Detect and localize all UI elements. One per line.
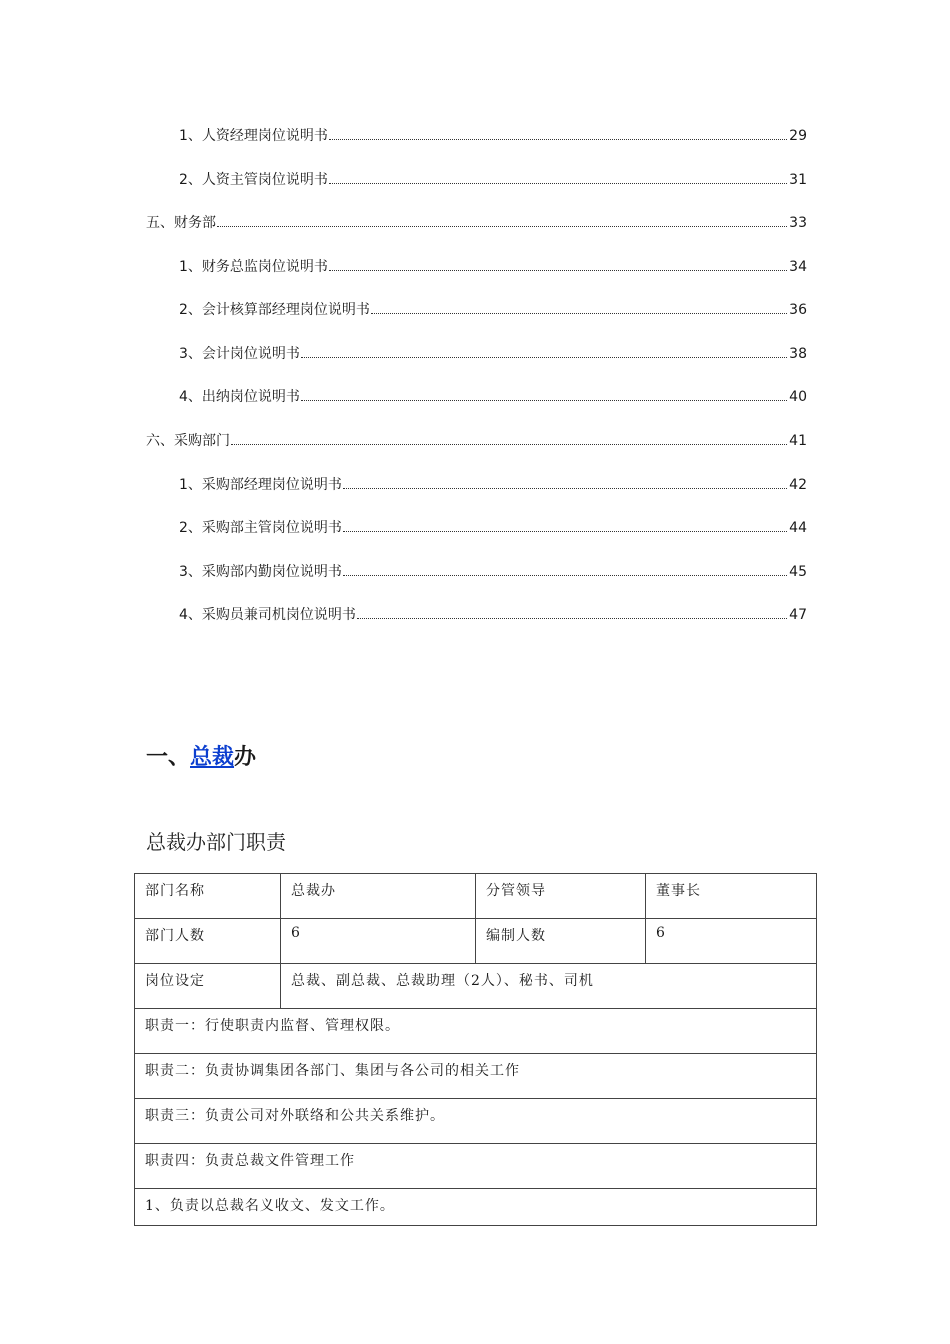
table-row <box>135 1009 817 1054</box>
duty-cell: 1、负责以总裁名义收文、发文工作。 <box>135 1189 817 1226</box>
toc-entry[interactable] <box>179 475 807 495</box>
toc-leader <box>217 225 787 227</box>
toc-page-number: 41 <box>789 433 807 449</box>
table-row <box>135 964 817 1009</box>
toc-leader <box>301 356 787 358</box>
toc-entry[interactable] <box>146 431 807 451</box>
toc-leader <box>343 487 787 489</box>
toc-leader <box>329 182 787 184</box>
toc-entry[interactable] <box>146 213 807 233</box>
section-title-suffix: 办 <box>234 745 257 770</box>
toc-entry-title: 五、财务部 <box>146 215 216 231</box>
positions-value: 总裁、副总裁、总裁助理（2人）、秘书、司机 <box>281 964 817 1009</box>
quota-value: 6 <box>646 919 817 964</box>
duty-cell: 职责二：负责协调集团各部门、集团与各公司的相关工作 <box>135 1054 817 1099</box>
toc-page-number: 36 <box>789 302 807 318</box>
toc-leader <box>343 574 787 576</box>
toc-entry[interactable] <box>179 387 807 407</box>
supervisor-value: 董事长 <box>646 874 817 919</box>
toc-entry-title: 3、会计岗位说明书 <box>179 346 300 362</box>
headcount-label: 部门人数 <box>135 919 281 964</box>
toc-page-number: 45 <box>789 564 807 580</box>
toc-entry-title: 2、会计核算部经理岗位说明书 <box>179 302 370 318</box>
toc-entry[interactable] <box>179 605 807 625</box>
toc-entry-title: 六、采购部门 <box>146 433 230 449</box>
table-row <box>135 1099 817 1144</box>
quota-label: 编制人数 <box>476 919 646 964</box>
toc-page-number: 34 <box>789 259 807 275</box>
toc-entry-title: 3、采购部内勤岗位说明书 <box>179 564 342 580</box>
toc-page-number: 31 <box>789 172 807 188</box>
table-row <box>135 874 817 919</box>
toc-leader <box>329 138 787 140</box>
toc-entry[interactable] <box>179 562 807 582</box>
toc-leader <box>371 312 787 314</box>
toc-entry-title: 4、采购员兼司机岗位说明书 <box>179 607 356 623</box>
section-title-link[interactable]: 总裁 <box>190 745 235 770</box>
positions-label: 岗位设定 <box>135 964 281 1009</box>
toc-entry[interactable] <box>179 126 807 146</box>
toc-leader <box>329 269 787 271</box>
toc-leader <box>343 530 787 532</box>
toc-page-number: 42 <box>789 477 807 493</box>
toc-page-number: 33 <box>789 215 807 231</box>
toc-entry-title: 2、人资主管岗位说明书 <box>179 172 328 188</box>
duty-cell: 职责三：负责公司对外联络和公共关系维护。 <box>135 1099 817 1144</box>
section-heading <box>146 740 256 776</box>
department-duties-table <box>134 873 817 1226</box>
toc-entry[interactable] <box>179 344 807 364</box>
duty-cell: 职责一：行使职责内监督、管理权限。 <box>135 1009 817 1054</box>
toc-entry-title: 1、采购部经理岗位说明书 <box>179 477 342 493</box>
department-duties-heading: 总裁办部门职责 <box>146 830 286 854</box>
toc-entry-title: 1、财务总监岗位说明书 <box>179 259 328 275</box>
headcount-value: 6 <box>281 919 476 964</box>
supervisor-label: 分管领导 <box>476 874 646 919</box>
dept-name-label: 部门名称 <box>135 874 281 919</box>
toc-leader <box>301 399 787 401</box>
table-row <box>135 1144 817 1189</box>
toc-page-number: 47 <box>789 607 807 623</box>
toc-leader <box>357 617 787 619</box>
table-row <box>135 919 817 964</box>
toc-page-number: 29 <box>789 128 807 144</box>
toc-entry-title: 1、人资经理岗位说明书 <box>179 128 328 144</box>
table-row <box>135 1054 817 1099</box>
toc-entry-title: 4、出纳岗位说明书 <box>179 389 300 405</box>
dept-name-value: 总裁办 <box>281 874 476 919</box>
toc-leader <box>231 443 787 445</box>
toc-page-number: 40 <box>789 389 807 405</box>
toc-page-number: 38 <box>789 346 807 362</box>
toc-entry[interactable] <box>179 257 807 277</box>
section-number: 一、 <box>146 745 191 770</box>
duty-cell: 职责四：负责总裁文件管理工作 <box>135 1144 817 1189</box>
toc-entry[interactable] <box>179 170 807 190</box>
toc-entry[interactable] <box>179 518 807 538</box>
toc-entry-title: 2、采购部主管岗位说明书 <box>179 520 342 536</box>
table-row <box>135 1189 817 1226</box>
toc-entry[interactable] <box>179 300 807 320</box>
toc-page-number: 44 <box>789 520 807 536</box>
